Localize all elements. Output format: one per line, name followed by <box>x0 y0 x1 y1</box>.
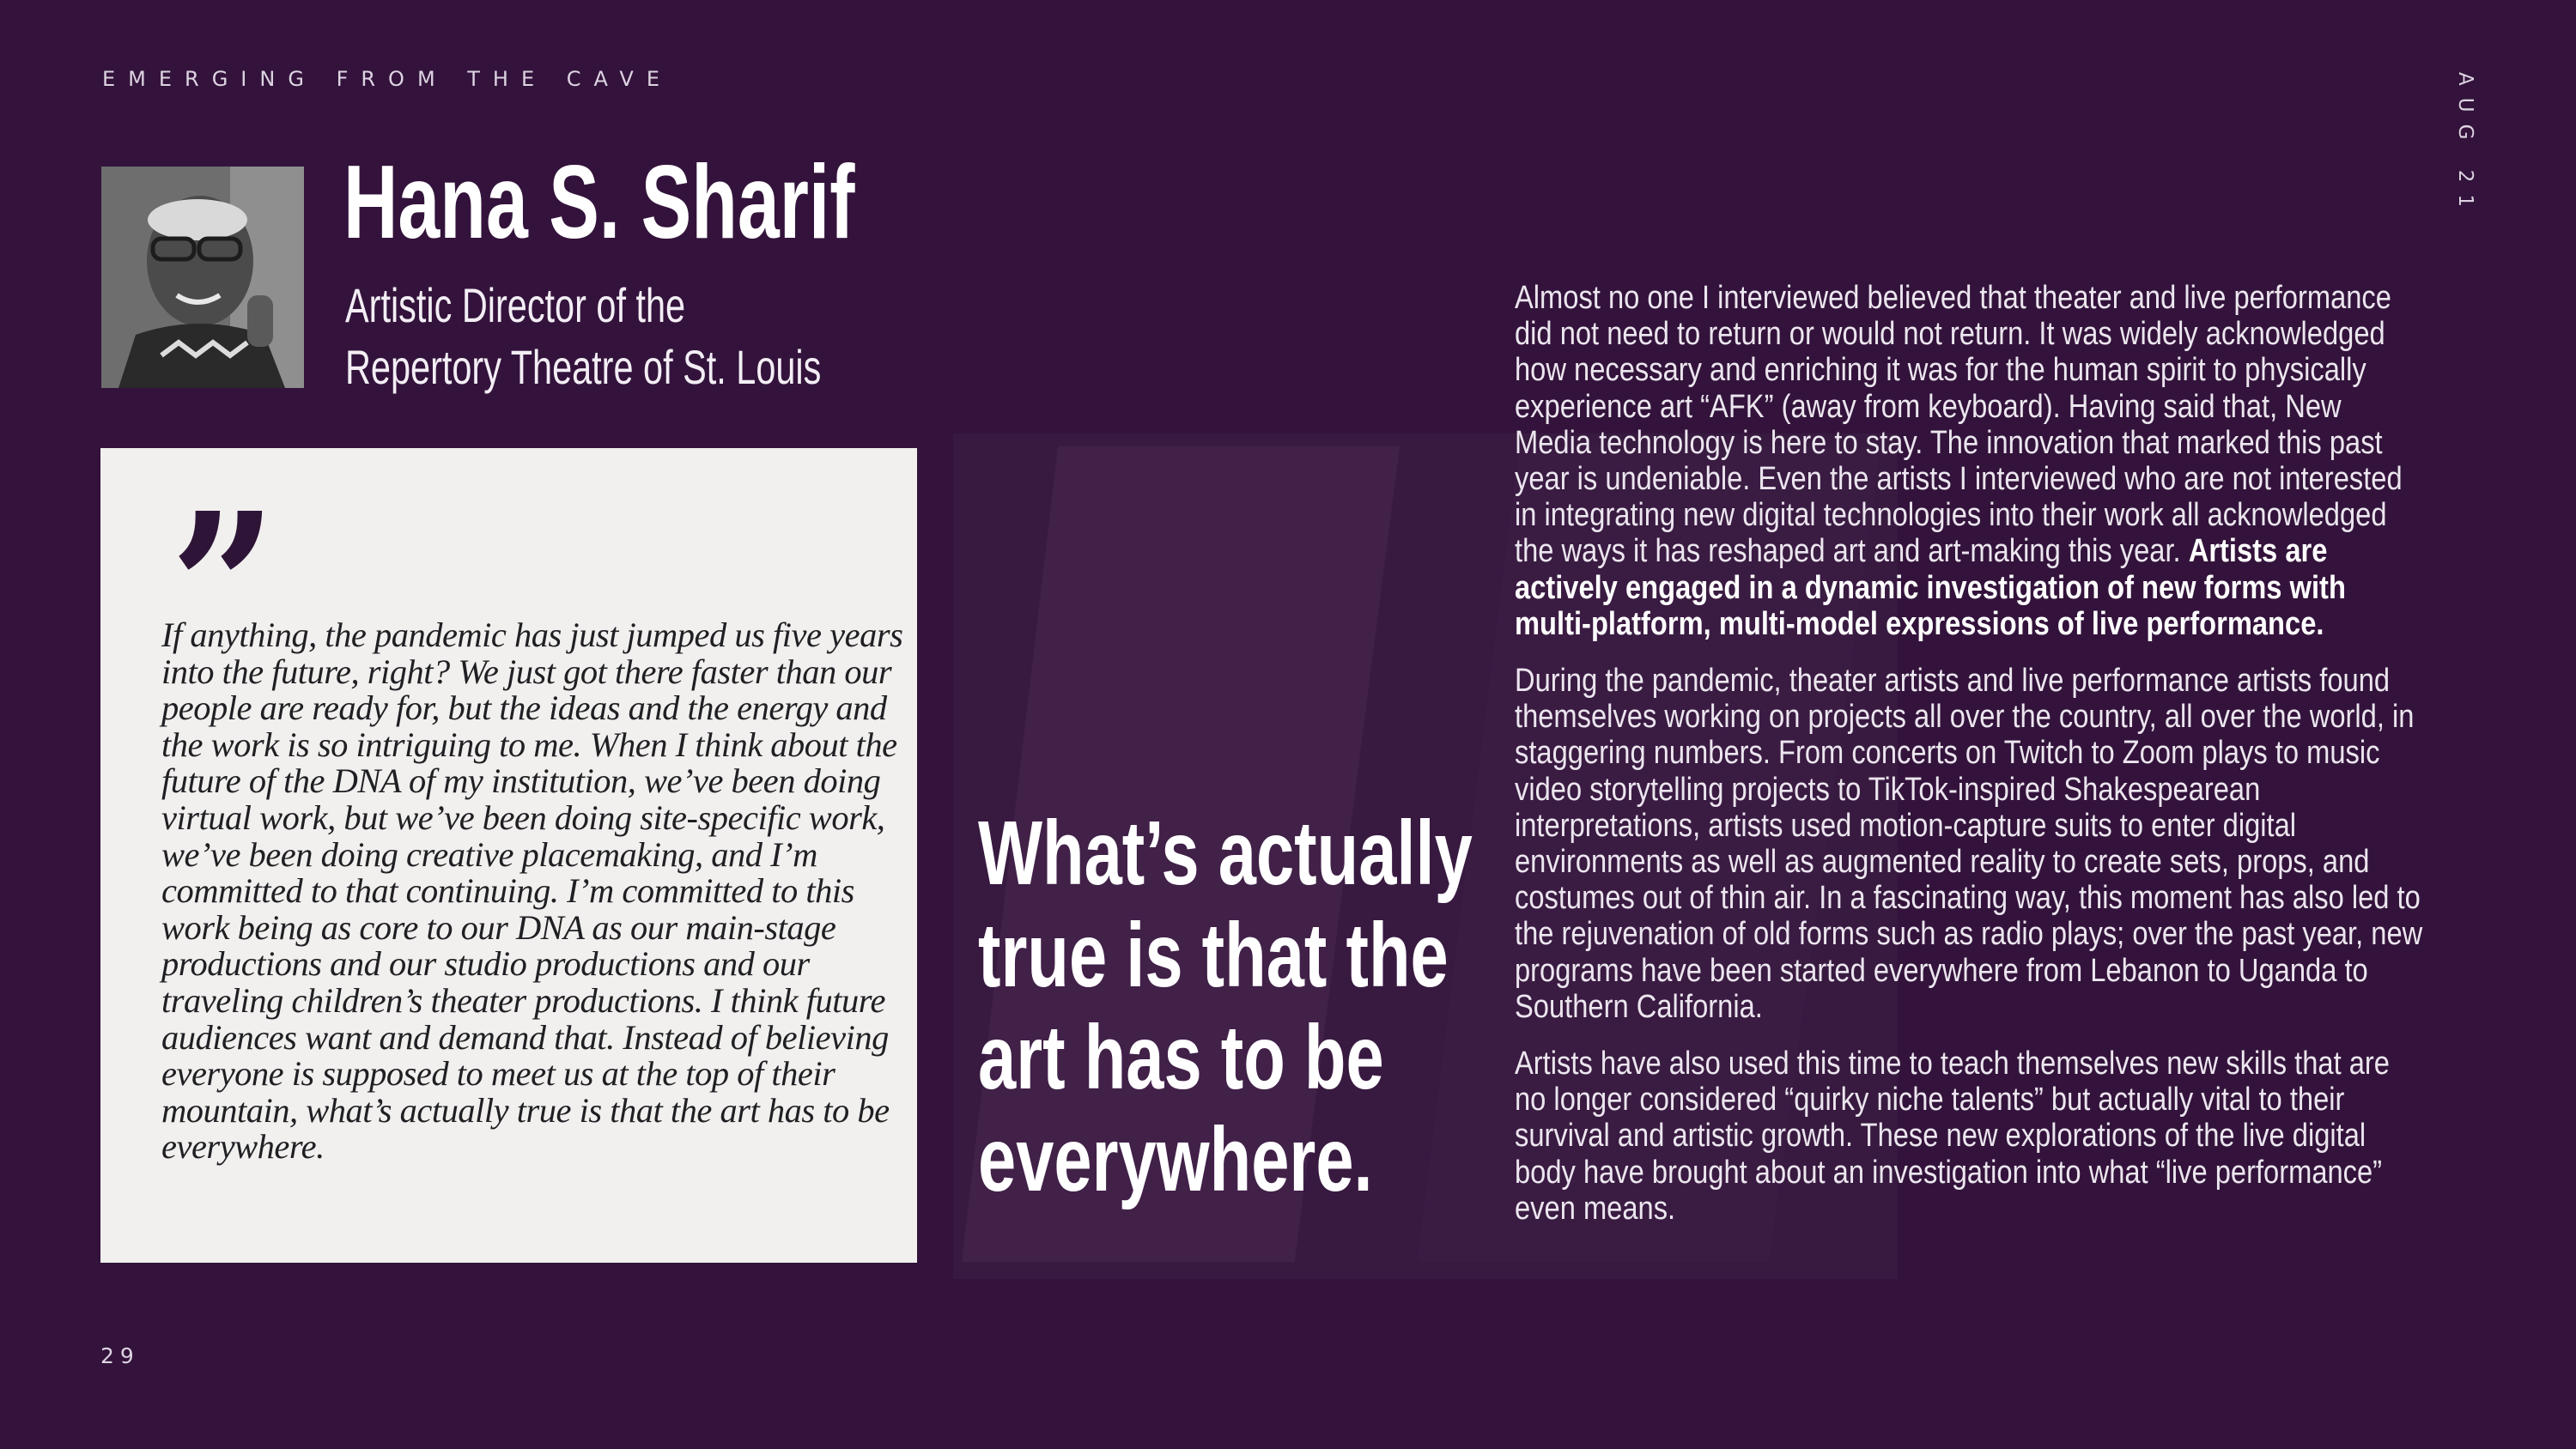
section-kicker: EMERGING FROM THE CAVE <box>102 67 672 91</box>
portrait-photo <box>101 167 304 388</box>
person-name: Hana S. Sharif <box>343 143 855 260</box>
body-paragraph-text: Almost no one I interviewed believed that theater and live performance did not need to return or would not return. It was widely acknowledged how necessary and enriching it was for the human spirit to physically experience art “AFK” (away from keyboard). Having said that, New Media technology is here to stay. The innovation that marked this past year is undeniable. Even the artists I interviewed who are not interested in integrating new digital technologies into their work all acknowledged the ways it has reshaped art and art-making this year. <box>1515 280 2403 570</box>
pull-quote-line: What’s actually <box>978 803 1473 904</box>
body-paragraph-emphasis: Artists are actively engaged in a dynamic investigation of new forms with multi-platform, multi-model expressions of live performance. <box>1515 533 2346 642</box>
body-text-column <box>1515 280 2423 1247</box>
person-role <box>345 275 821 398</box>
pull-quote-line: everywhere. <box>978 1109 1373 1210</box>
page-number: 29 <box>100 1343 140 1368</box>
quote-mark-icon: ” <box>170 468 277 710</box>
body-paragraph: During the pandemic, theater artists and live performance artists found themselves working on projects all over the country, all over the world, in staggering numbers. From concerts on Twitch to Zoom plays to music video storytelling projects to TikTok-inspired Shakespearean interpretations, artists used motion-capture suits to enter digital environments as well as augmented reality to create sets, props, and costumes out of thin air. In a fascinating way, this moment has also led to the rejuvenation of old forms such as radio plays; over the past year, new programs have been started everywhere from Lebanon to Uganda to Southern California. <box>1515 663 2423 1025</box>
quote-text: If anything, the pandemic has just jumped us five years into the future, right? We just got there faster than our people are ready for, but the ideas and the energy and the work is so intriguing to me. When I think about the future of the DNA of my institution, we’ve been doing virtual work, but we’ve been doing site-specific work, we’ve been doing creative placemaking, and I’m committed to that continuing. I’m committed to this work being as core to our DNA as our main-stage productions and our studio productions and our traveling children’s theater productions. I think future audiences want and demand that. Instead of believing everyone is supposed to meet us at the top of their mountain, what’s actually true is that the art has to be everywhere. <box>161 615 903 1167</box>
pull-quote-line: true is that the <box>978 905 1449 1006</box>
pull-quote-line: art has to be <box>978 1007 1384 1108</box>
body-paragraph: Artists have also used this time to teach themselves new skills that are no longer considered “quirky niche talents” but actually vital to their survival and artistic growth. These new explorations of the live digital body have brought about an investigation into what “live performance” even means. <box>1515 1046 2390 1227</box>
person-role-line1: Artistic Director of the <box>345 278 686 332</box>
body-paragraph <box>1515 280 2423 642</box>
pull-quote <box>978 803 1558 1211</box>
person-role-line2: Repertory Theatre of St. Louis <box>345 340 822 394</box>
issue-date: AUG 21 <box>2454 72 2476 219</box>
